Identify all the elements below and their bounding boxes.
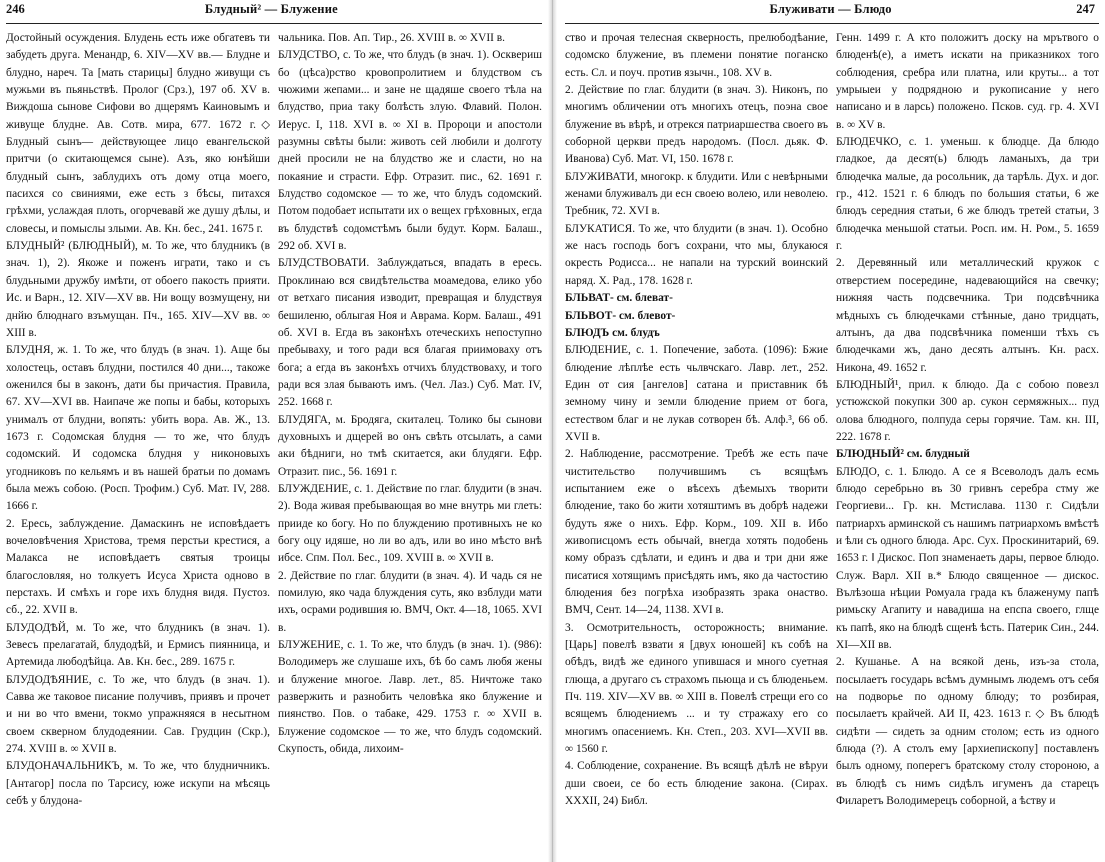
right-running-title: Блуживати — Блюдо [769,2,892,16]
entry-paragraph: БЛУЖИВАТИ, многокр. к блудити. Или с невѣрными женами блуживалъ ди есн своею волею, или неволею. Требник, 72. XVI в. [565,170,828,218]
entry-paragraph: 2. Действие по глаг. блудити (в знач. 3). Никонъ, по многимъ обличении отъ многихъ отецъ, поэна свое блужение въ вѣрѣ, и отрекся патриаршества своего въ соборной церкви предъ народомъ. (Посл. дьяк. Ф. Иванова) Суб. Мат. VI, 150. 1678 г. [565,84,828,166]
entry-paragraph: БЛУДОНАЧАЛЬНИКЪ, м. То же, что блудничникъ. [Антагор] посла по Тарсису, юже искупи на мѣсяць себѣ у блудона- [6,760,270,808]
entry-paragraph: 2. Деревянный или металлический кружок с отверстием посередине, надевающийся на свечку; нижняя часть подсвечника. Три подсвѣчника мѣдныхъ съ блюдечками стѣнные, дано тридцать, алтынъ, да два подсвѣчника поменши тѣхъ съ блюдечками жъ, дано десять алтынъ. Кн. расх. Никона, 49. 1652 г. [836,257,1099,374]
entry-paragraph: БЛЮДЕЧКО, с. 1. уменьш. к блюдце. Да блюдо гладкое, да десят(ь) блюдъ ламаныхъ, да три блюдечка малые, да росольник, да тарѣль. Дух. и дог. гр., 412. 1521 г. 6 блюдъ по большия статьи, 6 же блюдъ середния статьи, 6 же блюдъ третей статьи, 3 блюдечка меньшой статьи. Росп. им. Н. Ром., 5. 1659 г. [836,136,1099,253]
entry-paragraph: БЛЮДНЫЙ¹, прил. к блюдо. Да с собою повезл устюжской покупки 300 ар. сукон сермяжных... пуд олова блюдного, полпуда серы горячие. Там. кн. III, 222. 1678 г. [836,378,1099,443]
left-running-title: Блудный² — Блужение [204,2,338,16]
entry-paragraph: Достойный осуждения. Блудень есть иже обгатевъ ти забудеть друга. Менандр, 6. XIV—XV вв.— Блудне и блудно, нареч. Та [мать старицы] блудно живущи съ мужьми въ пьяньствѣ. Пролог (Срз.), 197 об. XV в. Виждоша сынове Сифови во дщерямъ Каиновымъ и живуще блудне. Ав. Сотв. мира, 677. 1672 г.◇ Блудный сынъ— действующее лицо евангельской притчи (о скитающемся сыне). Азъ, яко юнѣйши блудный сынъ, заблудихъ отъ дому отца моего, пасихся со свиниями, еже есть з бѣсы, питахся грѣхми, услаждая плоть, огорчевавй же душу дѣлы, и словесы, и помыслы злыми. Ав. Кн. бес., 241. 1675 г. [6,32,270,235]
entry-paragraph: БЛУКАТИСЯ. То же, что блудити (в знач. 1). Особно же насъ господь богъ сохрани, что мы, блукаюся окресть Родисса... не напали на турский воинский наряд. Х. Рад., 178. 1628 г. [565,222,828,287]
entry-paragraph: ство и прочая телесная скверность, прелюбодѣание, содомско блужение, въ племени понятие поганско есть. Сл. и поуч. против язычн., 108. XV в. [565,32,828,79]
entry-paragraph: 2. Кушанье. А на всякой день, изъ-за стола, посылаетъ государь всѣмъ думнымъ людемъ отъ себя на подворье по одному блюду; то розбирая, посылаетъ крайчей. АИ II, 423. 1613 г. ◇ Въ блюдѣ сидѣти — сидеть за одним столом; есть из одного блюда (?). А столъ ему [архиепископу] поставленъ былъ одному, поперегъ братскому столу стороною, а въ блюдѣ съ нимъ сидѣлъ игуменъ да старецъ Филаретъ Володимерецъ соборной, а ѣству и [836,656,1099,808]
entry-paragraph: 4. Соблюдение, сохранение. Въ всящѣ дѣлѣ не вѣруи дши своеи, се бо есть блюдение закона. (Сирах. XXXII, 24) Библ. [565,760,828,808]
entry-paragraph: БЛЬВОТ- см. блевот- [565,309,676,322]
entry-paragraph: БЛЮДЪ см. блудъ [565,326,660,339]
right-running-head [565,0,1099,24]
entry-paragraph: БЛЮДНЫЙ² см. блудный [836,448,970,461]
entry-paragraph: БЛЮДО, с. 1. Блюдо. А се я Всеволодъ далъ есмь блюдо серебрьно въ 30 гривнъ серебра стму же Георгиеви... Гр. кн. Мстислава. 1130 г. Сидѣли патриархъ арминской съ нашимъ патриархомъ вмѣстѣ и ѣли съ одного блюда. Арс. Сух. Проскинитарий, 69. 1653 г. ‖ Дискос. Поп знаменаеть дары, первое блюдо. Служ. Варл. XII в.* Блюдо священное — дискос. Вълѣзоша нѣции Ромуала града къ блаженуму папѣ римьску Агапиту и навадиша на епспа своего, глще къ папѣ, яко на блюдѣ сщенѣ ѣсть. Патерик Син., 244. XI—XII вв. [836,465,1099,652]
entry-paragraph: БЛУДЯГА, м. Бродяга, скиталец. Толико бы сынови духовныхъ и дщерей во онъ свѣть отсылать, а сами аки бѣдниги, но тмѣ скитается, аки блудяги. Ефр. Отразит. пис., 56. 1691 г. [278,413,542,478]
right-page [557,0,1105,862]
left-running-head [6,0,542,24]
right-column-1 [565,30,828,856]
entry-paragraph: чальника. Пов. Ап. Тир., 26. XVIII в. ∞ XVII в. [278,32,506,44]
entry-paragraph: БЛУДОДѢЙ, м. То же, что блудникъ (в знач. 1). Зевесъ прелагатай, блудодѣй, и Ермисъ пиянница, и Артемида любодѣйца. Ав. Кн. бес., 289. 1675 г. [6,621,270,669]
left-column-1 [6,30,270,856]
entry-paragraph: 2. Наблюдение, рассмотрение. Требѣ же есть паче чистительство получившимъ съ всящѣмъ испытанием еже о вѣсехъ дѣемыхъ творити блюдение, тако бо жити хотяштимъ въ добрѣ надежи будуть яже о нихъ. Ефр. Корм., 109. XII в. Ибо живописцомъ есть обычай, внегда хотять подобень кому образъ сдѣлати, и единъ и два и три дни яже писатися хотящимъ присѣдять имъ, яко да частостию блюдения без погрѣха изобразять зрака онаство. ВМЧ, Сент. 14—24, 1138. XVI в. [565,448,828,617]
entry-paragraph: БЛУЖДЕНИЕ, с. 1. Действие по глаг. блудити (в знач. 2). Вода живая пребывающая во мне внутрь ми глеть: прииде ко богу. Но по блуждению противныхъ не ко богу оцу идяше, но ли во адъ, или во ино мѣсто внѣ ибсе. Спм. Пол. Бес., 109. XVIII в. ∞ XVII в. [278,482,542,565]
book-gutter [548,0,557,862]
entry-paragraph: 2. Ересь, заблуждение. Дамаскинъ не исповѣдаетъ вочеловѣчения Христова, тремя перстьи крестися, а Малакса не исповѣдаетъ святыя троицы благословляя, но толкуетъ Исуса Христа одново в перстахъ. И смѣхъ и горе ихъ блудня видя. Пустоз. сб., 22. XVII в. [6,517,270,617]
entry-paragraph: БЛЮДЕНИЕ, с. 1. Попечение, забота. (1096): Бжие блюдение лѣплѣе есть чьлвчскаго. Лавр. лет., 252. Един от сия [ангелов] сатана и приставник бѣ земному чину и земли блюдение прием от бога, естеством благ и не лукав сотворен бѣ. Алф.³, 66 об. XVII в. [565,344,828,443]
entry-paragraph: БЛУДНЫЙ² (БЛЮДНЫЙ), м. То же, что блудникъ (в знач. 1), 2). Якоже и поженъ играти, тако и съ блудьными дружбу имѣти, от обоего пакость прияти. Ис. и Варн., 12. XIV—XV вв. Ни вощу возмущену, ни днйю блюднаго взъмущан. Пч., 165. XIV—XV вв. ∞ XIII в. [6,240,270,339]
entry-paragraph: БЛУДОДѢЯНИЕ, с. То же, что блудъ (в знач. 1). Савва же таковое писание получивъ, приявъ и прочет и ни во что вмени, токмо упражняяся в несытном своем скверном блудодеянии. Сав. Грудцин (Скр.), 274. XVIII в. ∞ XVII в. [6,673,270,756]
left-page [0,0,548,862]
entry-paragraph: БЛУДСТВО, с. То же, что блудъ (в знач. 1). Осквериш бо (цѣса)рство кровопролитием и блудством съ чюжими жепами... и зане не щадяше своего тѣла на блудство, приа таку болѣсть злую. Флавий. Полон. Иерус. I, 118. XVI в. ∞ XI в. Пророци и апостоли разумны свѣты были: животь сей любили и долготу дней просили не на блудство же и сласти, но на покаяние и страсти. Ефр. Отразит. пис., 62. 1691 г. Блудство содомское — то же, что блудъ содомский. Потом подобает испытати их о вещех грѣховных, егда въ блудствѣ содомстѣмъ были будут. Корм. Балаш., 292 об. XVI в. [278,49,542,253]
entry-paragraph: 2. Действие по глаг. блудити (в знач. 4). И чадь ся не помилую, яко чада блуждения суть, яко взблуди мати ихъ, осрами родившия ю. ВМЧ, Окт. 4—18, 1065. XVI в. [278,569,542,634]
entry-paragraph: Генн. 1499 г. А кто положитъ доску на мрътвого о блюденѣ(е), а иметъ искати на приказникох того соблюдения, сребра или платна, или круты... а тот умрыыеи у подрядною и рукописание у него написано и в ларсь) положено. Псков. суд. гр. 4. XVI в. ∞ XV в. [836,32,1099,131]
entry-paragraph: БЛУДСТВОВАТИ. Заблуждаться, впадать в ересь. Проклинаю вся свидѣтельства моамедова, елико убо от ветхаго писания изводит, превращая и блудствуя бешиленю, облыгая Ноя и Аврама. Корм. Балаш., 491 об. XVI в. Егда въ законѣхъ отеческихъ непоступно пребываху, и того ради вся благая приимоваху отъ бога; а егда въ законѣхъ отчихъ блудствоваху, и того ради вся злая бывають имъ. (Чел. Лаз.) Суб. Мат. IV, 252. 1668 г. [278,257,542,409]
left-columns [6,30,542,856]
right-column-2 [836,30,1099,856]
left-page-number: 246 [6,2,25,16]
entry-paragraph: БЛУЖЕНИЕ, с. 1. То же, что блудъ (в знач. 1). (986): Володимеръ же слушаше ихъ, бѣ бо самъ любя жены и блужение многое. Лавр. лет., 85. Ничтоже тако развержить и разнобить человѣка яко блужение и пиянство. Пов. о табаке, 429. 1753 г. ∞ XVII в. Блужение содомское — то же, что блудъ содомский. Скупость, обида, лихоим- [278,639,542,756]
entry-paragraph: БЛЬВАТ- см. блеват- [565,292,673,305]
right-page-number: 247 [1076,2,1095,16]
entry-paragraph: 3. Осмотрительность, осторожность; внимание. [Царь] повелѣ взвати я [двух юношей] къ собѣ на обѣдъ, видѣ же единого упившася и много суетная глюща, а другаго съ страхомъ пьюща и съ блюденьем. Пч. 119. XIV—XV вв. ∞ XIII в. Повелѣ стрещи его со всящемъ блюдениемъ ... и ту стражаху его со многимъ опасениемъ. Кн. Степ., 203. XVI—XVII вв. ∞ 1560 г. [565,621,828,756]
left-column-2 [278,30,542,856]
right-columns [565,30,1099,856]
entry-paragraph: БЛУДНЯ, ж. 1. То же, что блудъ (в знач. 1). Аще бы холостець, оставъ блудни, постился 40 дни..., такоже оженился бы в законъ, дати бы причастия. Правила, 67. XV—XVI вв. Наипаче же попы и бабы, которыхъ унималъ от блудни, вопять: убить вора. Ав. Ж., 13. 1673 г. Содомская блудня — то же, что блудъ содомский. И содомска блудня у никоновыхъ угодниковъ по кельямъ и въ нашей братьи по домамъ была межъ собою. (Росп. Трофим.) Суб. Мат. IV, 288. 1666 г. [6,344,270,513]
